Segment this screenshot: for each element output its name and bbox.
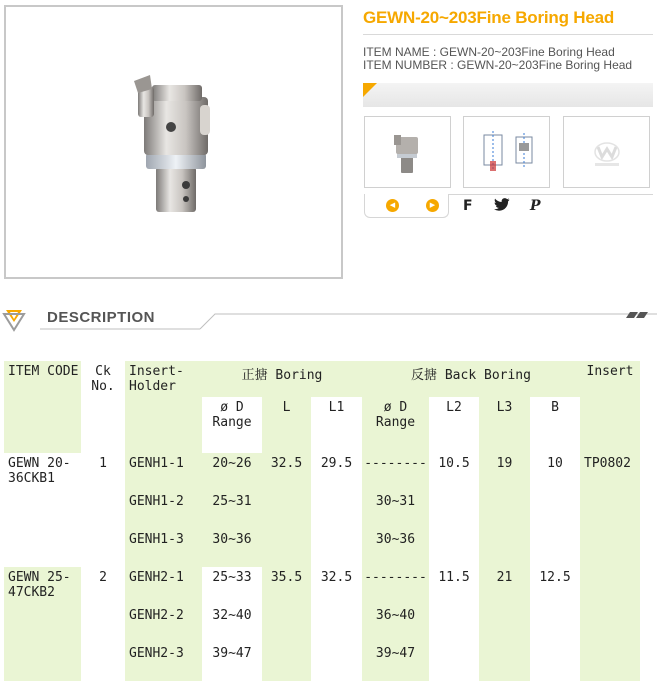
description-label: DESCRIPTION: [47, 309, 156, 326]
ck-no-cell: 2: [81, 567, 125, 681]
back-range-cell: 39~47: [362, 643, 429, 681]
header-B: B: [530, 397, 580, 453]
header-back-d-range: ø D Range: [362, 397, 429, 453]
L2-cell: 10.5: [429, 453, 479, 567]
holder-cell: GENH1-3: [125, 529, 202, 567]
thumbnail-pager: [364, 194, 449, 218]
boring-head-thumbnail-icon: [365, 117, 452, 189]
share-divider: [449, 194, 653, 195]
header-boring: 正搪 Boring: [202, 361, 362, 397]
header-L2: L2: [429, 397, 479, 453]
header-ck-no: Ck No.: [81, 361, 125, 453]
wo-guan-logo-icon: [564, 117, 651, 189]
back-range-cell: 30~36: [362, 529, 429, 567]
header-insert-holder: Insert- Holder: [125, 361, 202, 453]
L-cell: 35.5: [262, 567, 311, 681]
main-product-image: [4, 5, 343, 279]
item-code-cell: GEWN 25- 47CKB2: [4, 567, 81, 681]
pinterest-icon[interactable]: P: [530, 198, 541, 214]
back-range-cell: --------: [362, 567, 429, 605]
holder-cell: GENH1-2: [125, 491, 202, 529]
ck-no-cell: 1: [81, 453, 125, 567]
header-L3: L3: [479, 397, 530, 453]
L3-cell: 21: [479, 567, 530, 681]
holder-cell: GENH2-2: [125, 605, 202, 643]
thumbnail-drawing[interactable]: [463, 116, 550, 188]
d-range-cell: 25~31: [202, 491, 262, 529]
twitter-icon[interactable]: [494, 198, 510, 215]
d-range-cell: 32~40: [202, 605, 262, 643]
item-code-cell: GEWN 20- 36CKB1: [4, 453, 81, 567]
option-bar: [363, 83, 653, 107]
thumbnail-logo[interactable]: [563, 116, 650, 188]
table-row: [4, 567, 640, 605]
L1-cell: 29.5: [311, 453, 362, 567]
d-range-cell: 39~47: [202, 643, 262, 681]
prev-arrow-icon[interactable]: ◀: [386, 199, 399, 212]
back-range-cell: 30~31: [362, 491, 429, 529]
back-range-cell: 36~40: [362, 605, 429, 643]
header-L1: L1: [311, 397, 362, 453]
next-arrow-icon[interactable]: ▶: [426, 199, 439, 212]
header-insert: Insert: [580, 361, 640, 453]
item-number: ITEM NUMBER : GEWN-20~203Fine Boring Head: [363, 58, 633, 72]
L3-cell: 19: [479, 453, 530, 567]
L2-cell: 11.5: [429, 567, 479, 681]
header-item-code: ITEM CODE: [4, 361, 81, 453]
description-header: [0, 300, 657, 340]
corner-marker-icon: [363, 83, 377, 97]
holder-cell: GENH2-1: [125, 567, 202, 605]
facebook-icon[interactable]: F: [463, 198, 473, 214]
header-L: L: [262, 397, 311, 453]
header-back-boring: 反搪 Back Boring: [362, 361, 580, 397]
spec-table: [4, 361, 640, 681]
back-range-cell: --------: [362, 453, 429, 491]
product-title: GEWN-20~203Fine Boring Head: [363, 8, 615, 27]
d-range-cell: 20~26: [202, 453, 262, 491]
header-d-range: ø D Range: [202, 397, 262, 453]
L1-cell: 32.5: [311, 567, 362, 681]
boring-head-image: [116, 67, 226, 217]
technical-drawing-icon: [464, 117, 551, 189]
thumbnail-product[interactable]: [364, 116, 451, 188]
holder-cell: GENH2-3: [125, 643, 202, 681]
title-divider: [363, 34, 653, 35]
insert-cell: TP0802: [580, 453, 640, 681]
B-cell: 12.5: [530, 567, 580, 681]
d-range-cell: 30~36: [202, 529, 262, 567]
holder-cell: GENH1-1: [125, 453, 202, 491]
B-cell: 10: [530, 453, 580, 567]
d-range-cell: 25~33: [202, 567, 262, 605]
item-name: ITEM NAME : GEWN-20~203Fine Boring Head: [363, 45, 615, 59]
table-row: [4, 453, 640, 491]
L-cell: 32.5: [262, 453, 311, 567]
